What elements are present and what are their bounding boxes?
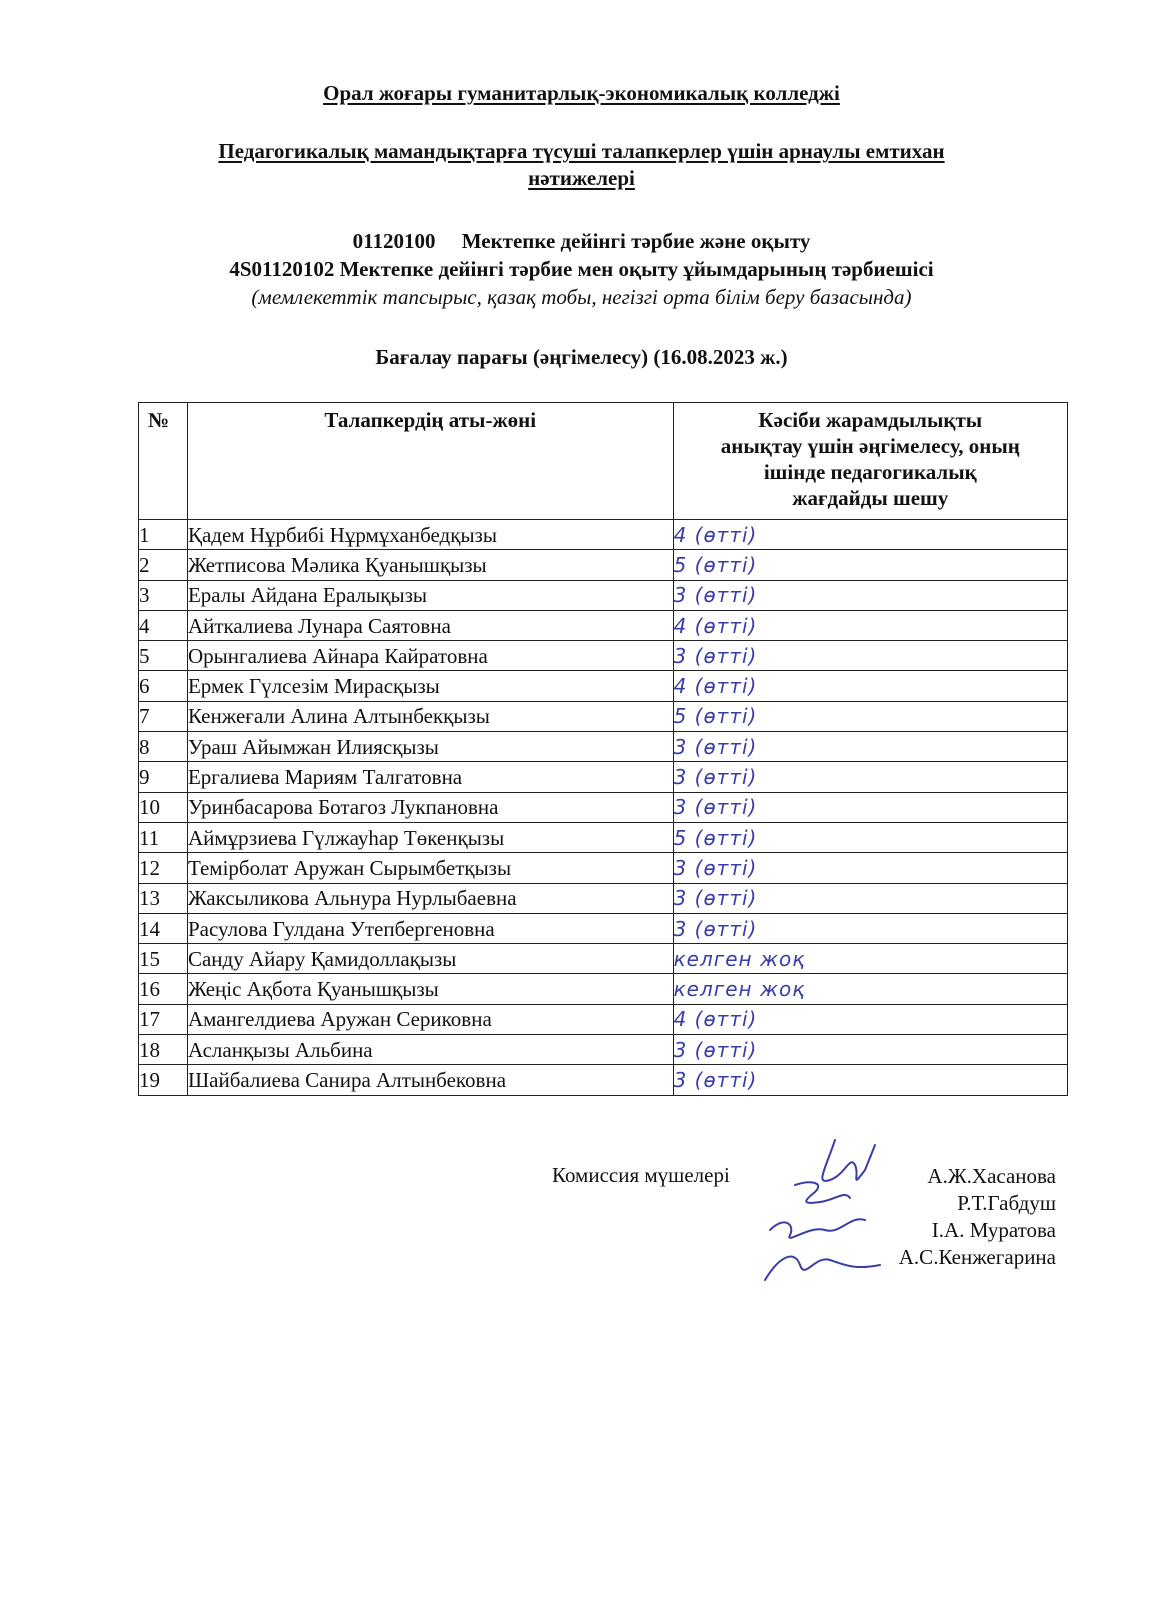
applicant-name: Кенжеғали Алина Алтынбекқызы xyxy=(187,701,673,731)
interview-score: 3 (өтті) xyxy=(673,853,1067,883)
table-row xyxy=(139,944,1068,974)
applicant-name: Айткалиева Лунара Саятовна xyxy=(187,610,673,640)
applicant-number: 7 xyxy=(139,701,188,731)
header-interview-line4: жағдайды шешу xyxy=(792,486,949,510)
applicant-number: 1 xyxy=(139,520,188,550)
applicant-number: 14 xyxy=(139,913,188,943)
interview-score: келген жоқ xyxy=(673,944,1067,974)
table-row xyxy=(139,883,1068,913)
interview-score: 4 (өтті) xyxy=(673,671,1067,701)
applicant-number: 6 xyxy=(139,671,188,701)
interview-score: 5 (өтті) xyxy=(673,822,1067,852)
sheet-title: Бағалау парағы (әңгімелесу) (16.08.2023 ж.) xyxy=(375,345,788,369)
interview-score: 4 (өтті) xyxy=(673,610,1067,640)
table-row xyxy=(139,1004,1068,1034)
table-row xyxy=(139,853,1068,883)
applicant-number: 17 xyxy=(139,1004,188,1034)
qualification-line: 4S01120102 Мектепке дейінгі тәрбие мен оқыту ұйымдарының тәрбиешісі xyxy=(229,257,934,281)
signature-stroke xyxy=(795,1182,850,1203)
applicant-name: Жеңіс Ақбота Қуанышқызы xyxy=(187,974,673,1004)
applicant-number: 5 xyxy=(139,641,188,671)
document-title-line2: нәтижелері xyxy=(528,166,635,190)
applicant-number: 11 xyxy=(139,822,188,852)
applicant-name: Ергалиева Мариям Талгатовна xyxy=(187,762,673,792)
applicant-name: Орынгалиева Айнара Кайратовна xyxy=(187,641,673,671)
applicant-name: Аймұрзиева Гүлжауһар Төкенқызы xyxy=(187,822,673,852)
commission-member: Р.Т.Габдуш xyxy=(957,1191,1056,1215)
header-number: № xyxy=(139,403,188,520)
applicant-name: Амангелдиева Аружан Сериковна xyxy=(187,1004,673,1034)
results-table xyxy=(138,402,1068,1096)
applicant-name: Темірболат Аружан Сырымбетқызы xyxy=(187,853,673,883)
interview-score: 3 (өтті) xyxy=(673,883,1067,913)
table-row xyxy=(139,550,1068,580)
applicant-number: 12 xyxy=(139,853,188,883)
commission-member: А.Ж.Хасанова xyxy=(927,1164,1056,1188)
table-row xyxy=(139,580,1068,610)
interview-score: 3 (өтті) xyxy=(673,732,1067,762)
table-row xyxy=(139,641,1068,671)
interview-score: 3 (өтті) xyxy=(673,580,1067,610)
interview-score: 5 (өтті) xyxy=(673,701,1067,731)
table-row xyxy=(139,762,1068,792)
interview-score: 3 (өтті) xyxy=(673,913,1067,943)
interview-score: 3 (өтті) xyxy=(673,1065,1067,1095)
table-header-row xyxy=(139,403,1068,520)
commission-label: Комиссия мүшелері xyxy=(552,1163,730,1187)
table-row xyxy=(139,520,1068,550)
applicant-number: 10 xyxy=(139,792,188,822)
applicant-number: 4 xyxy=(139,610,188,640)
interview-score: 3 (өтті) xyxy=(673,792,1067,822)
applicant-number: 3 xyxy=(139,580,188,610)
interview-score: 3 (өтті) xyxy=(673,1035,1067,1065)
signature-stroke xyxy=(765,1257,880,1280)
applicant-number: 13 xyxy=(139,883,188,913)
applicant-name: Санду Айару Қамидоллақызы xyxy=(187,944,673,974)
applicant-number: 9 xyxy=(139,762,188,792)
applicant-name: Ермек Гүлсезім Мирасқызы xyxy=(187,671,673,701)
commission-member: І.А. Муратова xyxy=(931,1218,1056,1242)
applicant-name: Асланқызы Альбина xyxy=(187,1035,673,1065)
table-row xyxy=(139,913,1068,943)
interview-score: 3 (өтті) xyxy=(673,762,1067,792)
applicant-number: 15 xyxy=(139,944,188,974)
specialty-code-line: 01120100 Мектепке дейінгі тәрбие және оқыту xyxy=(352,229,811,253)
interview-score: 5 (өтті) xyxy=(673,550,1067,580)
signature-stroke xyxy=(770,1219,865,1238)
header-interview-line1: Кәсіби жарамдылықты xyxy=(758,408,983,432)
commission-member: А.С.Кенжегарина xyxy=(898,1245,1056,1269)
applicant-name: Расулова Гулдана Утепбергеновна xyxy=(187,913,673,943)
applicant-name: Қадем Нұрбибі Нұрмұханбедқызы xyxy=(187,520,673,550)
specialty-note: (мемлекеттік тапсырыс, қазақ тобы, негізгі орта білім беру базасында) xyxy=(251,285,912,309)
interview-score: 4 (өтті) xyxy=(673,1004,1067,1034)
table-row xyxy=(139,1035,1068,1065)
interview-score: 4 (өтті) xyxy=(673,520,1067,550)
header-interview-line3: ішінде педагогикалық xyxy=(763,460,977,484)
document-title-line1: Педагогикалық мамандықтарға түсуші талапкерлер үшін арнаулы емтихан xyxy=(218,139,945,163)
handwritten-signatures xyxy=(755,1130,905,1290)
table-row xyxy=(139,610,1068,640)
table-row xyxy=(139,732,1068,762)
applicant-name: Ералы Айдана Ералықызы xyxy=(187,580,673,610)
signature-stroke xyxy=(822,1140,875,1181)
table-row xyxy=(139,974,1068,1004)
applicant-number: 8 xyxy=(139,732,188,762)
interview-score: 3 (өтті) xyxy=(673,641,1067,671)
table-row xyxy=(139,792,1068,822)
header-interview-result xyxy=(673,403,1067,520)
applicant-number: 16 xyxy=(139,974,188,1004)
applicant-number: 18 xyxy=(139,1035,188,1065)
applicant-name: Жетписова Мәлика Қуанышқызы xyxy=(187,550,673,580)
commission-members xyxy=(899,1163,1056,1271)
applicant-name: Шайбалиева Санира Алтынбековна xyxy=(187,1065,673,1095)
table-row xyxy=(139,671,1068,701)
applicant-name: Жаксыликова Альнура Нурлыбаевна xyxy=(187,883,673,913)
table-row xyxy=(139,1065,1068,1095)
applicant-number: 2 xyxy=(139,550,188,580)
table-row xyxy=(139,822,1068,852)
table-row xyxy=(139,701,1068,731)
applicant-name: Уринбасарова Ботагоз Лукпановна xyxy=(187,792,673,822)
interview-score: келген жоқ xyxy=(673,974,1067,1004)
header-applicant-name: Талапкердің аты-жөні xyxy=(187,403,673,520)
header-interview-line2: анықтау үшін әңгімелесу, оның xyxy=(720,434,1020,458)
applicant-name: Ураш Айымжан Илиясқызы xyxy=(187,732,673,762)
college-title: Орал жоғары гуманитарлық-экономикалық колледжі xyxy=(323,81,840,105)
applicant-number: 19 xyxy=(139,1065,188,1095)
